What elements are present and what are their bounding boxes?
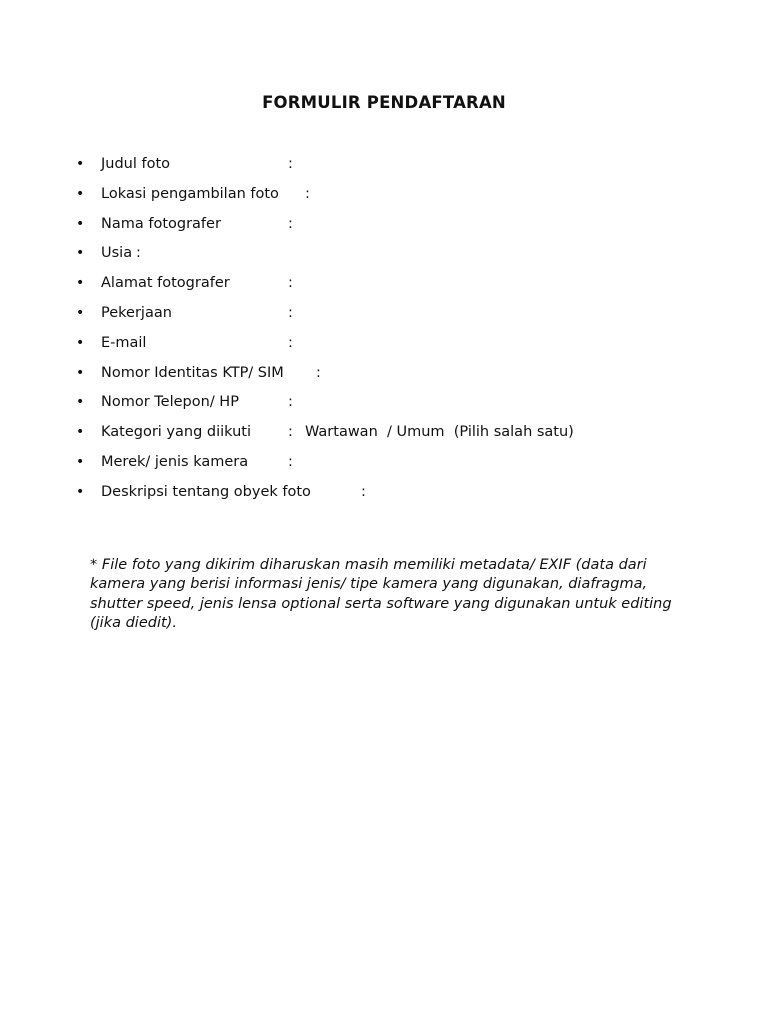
field-label: Judul foto [101, 156, 171, 172]
bullet-icon: • [76, 483, 85, 500]
bullet-icon: • [76, 156, 85, 172]
exif-requirement-note: * File foto yang dikirim diharuskan masih memiliki metadata/ EXIF (data dari kamera yang berisi informasi jenis/ tipe kamera yang digunakan, diafragma, shutter speed, jenis lensa optional serta software yang digunakan untuk editing (jika diedit). [90, 556, 672, 632]
field-pekerjaan [0, 302, 768, 332]
bullet-icon: • [76, 364, 85, 381]
field-kategori [0, 421, 768, 451]
field-colon: : [288, 215, 293, 232]
field-label: Nomor Telepon/ HP [101, 394, 239, 411]
bullet-icon: • [76, 245, 85, 262]
field-label: Usia [101, 245, 133, 262]
field-colon: : [288, 394, 293, 411]
field-label: Lokasi pengambilan foto [101, 185, 279, 202]
field-label: Pekerjaan [101, 304, 172, 321]
field-colon: : [361, 483, 366, 500]
field-label: Kategori yang diikuti [101, 424, 252, 441]
field-value: Wartawan / Umum (Pilih salah satu) [305, 424, 574, 441]
field-merek-kamera [0, 451, 768, 481]
registration-fields-list [0, 153, 768, 511]
bullet-icon: • [76, 275, 85, 292]
field-label: Deskripsi tentang obyek foto [101, 483, 311, 500]
field-colon: : [136, 245, 141, 262]
field-nama-fotografer [0, 213, 768, 243]
bullet-icon: • [76, 215, 85, 232]
bullet-icon: • [76, 424, 85, 441]
field-nomor-telepon [0, 391, 768, 421]
field-colon: : [288, 424, 293, 441]
bullet-icon: • [76, 185, 85, 202]
field-label: Merek/ jenis kamera [101, 453, 249, 470]
bullet-icon: • [76, 334, 85, 351]
field-label: Alamat fotografer [101, 275, 230, 292]
field-nomor-identitas [0, 362, 768, 392]
field-judul-foto [0, 153, 768, 183]
field-colon: : [288, 304, 293, 321]
field-alamat-fotografer [0, 272, 768, 302]
field-email [0, 332, 768, 362]
field-colon: : [288, 334, 293, 351]
form-title: FORMULIR PENDAFTARAN [262, 93, 506, 112]
field-colon: : [305, 185, 310, 202]
field-lokasi-pengambilan-foto [0, 183, 768, 213]
bullet-icon: • [76, 304, 85, 321]
field-label: Nama fotografer [101, 215, 221, 232]
field-deskripsi-obyek [0, 481, 768, 511]
field-colon: : [288, 156, 293, 172]
field-label: Nomor Identitas KTP/ SIM [101, 364, 284, 381]
bullet-icon: • [76, 453, 85, 470]
field-label: E-mail [101, 334, 147, 351]
field-colon: : [288, 275, 293, 292]
bullet-icon: • [76, 394, 85, 411]
field-usia [0, 242, 768, 272]
field-colon: : [288, 453, 293, 470]
field-colon: : [316, 364, 321, 381]
